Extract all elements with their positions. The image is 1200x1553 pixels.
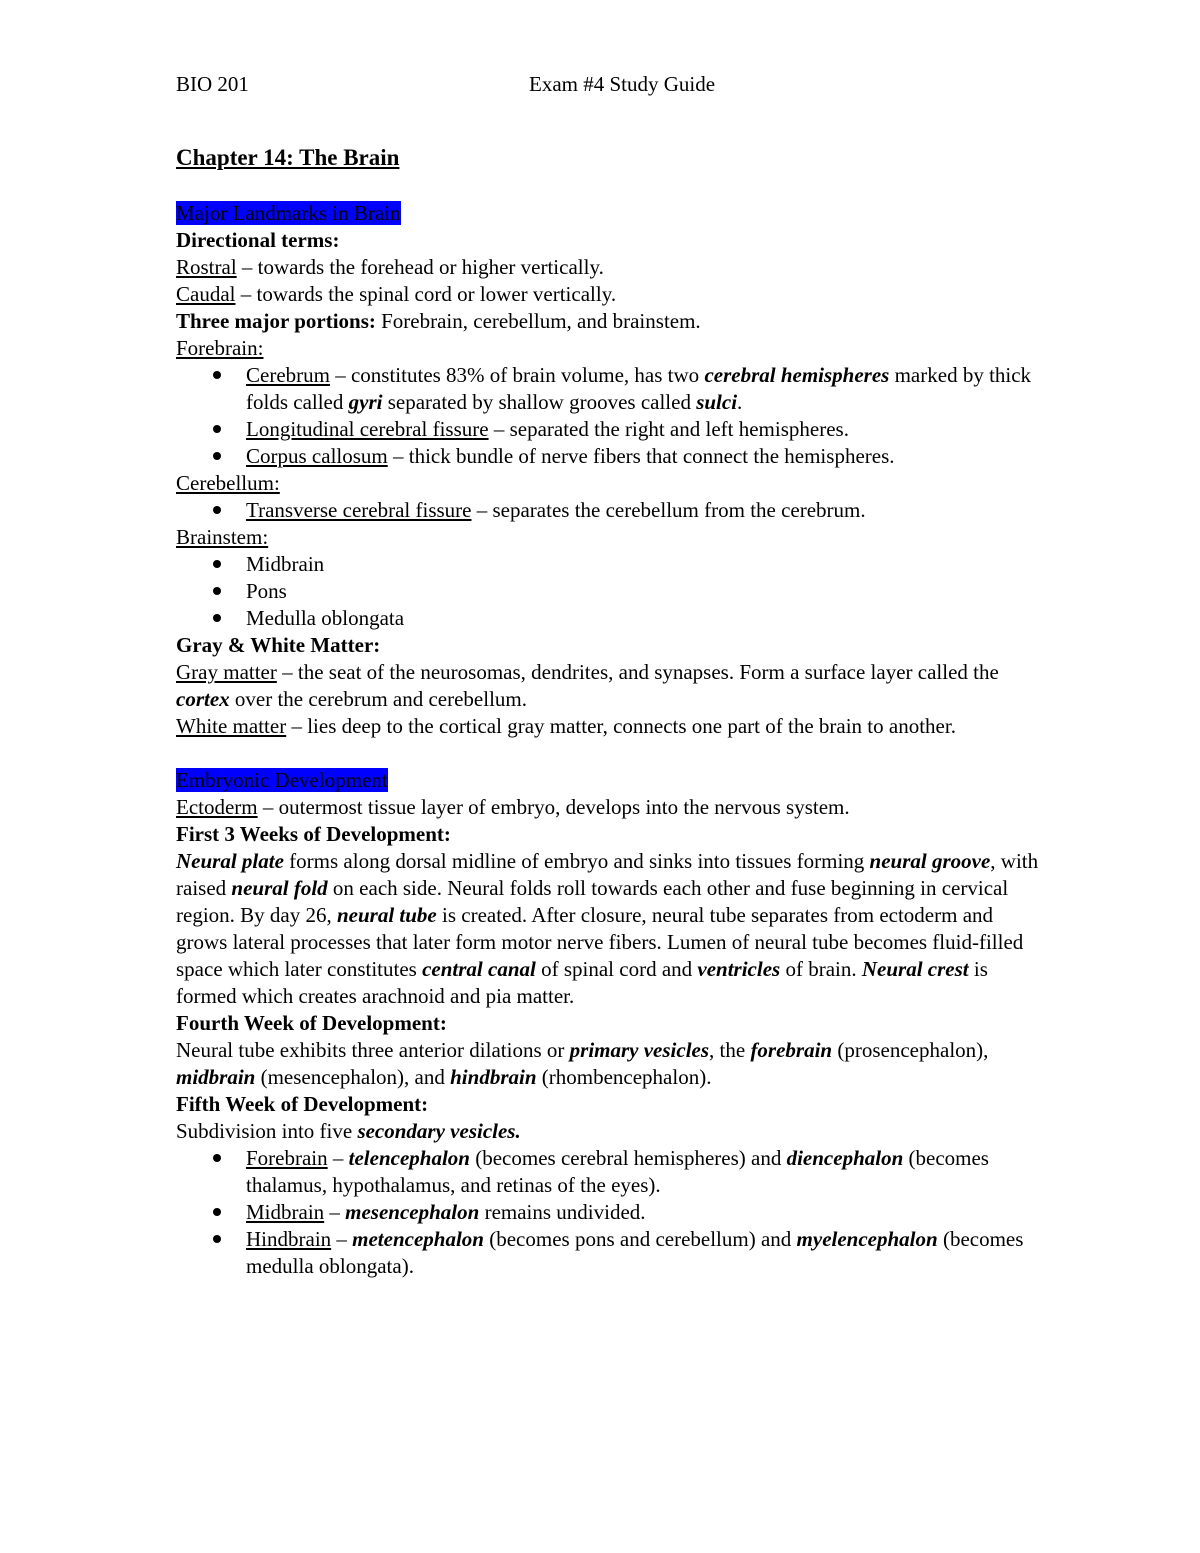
brainstem-label: [176, 524, 1046, 551]
term-forebrain: Forebrain: [246, 1146, 328, 1170]
list-item: [246, 1145, 1046, 1199]
key-term: neural fold: [231, 876, 328, 900]
body-text: (mesencephalon), and: [255, 1065, 451, 1089]
forebrain-label: [176, 335, 1046, 362]
term-ectoderm: Ectoderm: [176, 795, 258, 819]
body-text: on each side. Neural folds roll towards each other and fuse beginning in cervical region. By day 26,: [176, 876, 1009, 927]
body-text: forms along dorsal midline of embryo and sinks into tissues forming: [283, 849, 870, 873]
term-midbrain: Midbrain: [246, 1200, 325, 1224]
key-term: Neural plate: [176, 849, 284, 873]
body-text: – lies deep to the cortical gray matter, connects one part of the brain to another.: [286, 714, 956, 738]
body-text: Neural tube exhibits three anterior dilations or: [176, 1038, 570, 1062]
body-text: (becomes thalamus, hypothalamus, and retinas of the eyes).: [246, 1146, 989, 1197]
body-text: of brain.: [780, 957, 862, 981]
body-text: of spinal cord and: [535, 957, 698, 981]
key-term: metencephalon: [352, 1227, 484, 1251]
body-text: –: [327, 1146, 349, 1170]
body-text: , with raised: [176, 849, 1039, 900]
forebrain-list: [176, 362, 1046, 470]
caudal-definition: [176, 281, 1046, 308]
term-hindbrain: Hindbrain: [246, 1227, 332, 1251]
body-text: is created. After closure, neural tube separates from ectoderm and grows lateral processes that later form motor nerve fibers. Lumen of neural tube becomes fluid-filled space which later constitutes: [176, 903, 1024, 981]
list-item: [246, 1199, 1046, 1226]
term-gray-matter: Gray matter: [176, 660, 277, 684]
key-term: myelencephalon: [796, 1227, 938, 1251]
cerebellum-label: [176, 470, 1046, 497]
key-term: cortex: [176, 687, 230, 711]
fifth-week-label: [176, 1091, 1046, 1118]
brainstem-list: [176, 551, 1046, 632]
page-header: [176, 72, 1036, 100]
body-text: (prosencephalon),: [832, 1038, 989, 1062]
bold-label: First 3 Weeks of Development:: [176, 822, 451, 846]
term-rostral: Rostral: [176, 255, 237, 279]
fourth-week-label: [176, 1010, 1046, 1037]
list-item: [246, 443, 1046, 470]
directional-terms-label: [176, 227, 1046, 254]
body-text: (becomes cerebral hemispheres) and: [469, 1146, 787, 1170]
major-portions: [176, 308, 1046, 335]
first-weeks-label: [176, 821, 1046, 848]
body-text: (rhombencephalon).: [536, 1065, 712, 1089]
term-transverse-fissure: Transverse cerebral fissure: [246, 498, 472, 522]
key-term: gyri: [348, 390, 383, 414]
body-text: – separated the right and left hemispheres.: [488, 417, 849, 441]
list-item: [246, 1226, 1046, 1280]
body-text: is formed which creates arachnoid and pia matter.: [176, 957, 988, 1008]
term-longitudinal-fissure: Longitudinal cerebral fissure: [246, 417, 489, 441]
bold-label: Three major portions:: [176, 309, 376, 333]
body-text: marked by thick folds called: [246, 363, 1032, 414]
key-term: hindbrain: [450, 1065, 537, 1089]
body-text: , the: [709, 1038, 751, 1062]
bold-label: Directional terms:: [176, 228, 340, 252]
list-item: [246, 497, 1046, 524]
white-matter-definition: [176, 713, 1046, 740]
gray-white-label: [176, 632, 1046, 659]
term-caudal: Caudal: [176, 282, 236, 306]
key-term: ventricles: [697, 957, 781, 981]
body-text: – constitutes 83% of brain volume, has two: [329, 363, 705, 387]
body-text: – separates the cerebellum from the cerebrum.: [471, 498, 866, 522]
key-term: forebrain: [750, 1038, 833, 1062]
key-term: telencephalon: [348, 1146, 470, 1170]
term-cerebrum: Cerebrum: [246, 363, 330, 387]
gray-matter-definition: [176, 659, 1046, 713]
body-text: remains undivided.: [479, 1200, 646, 1224]
key-term: Neural crest: [861, 957, 969, 981]
body-text: –: [331, 1227, 353, 1251]
section-heading-landmarks: [176, 200, 1046, 227]
cerebellum-list: [176, 497, 1046, 524]
body-text: Forebrain, cerebellum, and brainstem.: [375, 309, 701, 333]
spacer: [176, 740, 1046, 767]
list-item: [246, 416, 1046, 443]
key-term: midbrain: [176, 1065, 256, 1089]
body-text: separated by shallow grooves called: [382, 390, 697, 414]
section-heading-embryonic: [176, 767, 1046, 794]
body-text: – outermost tissue layer of embryo, develops into the nervous system.: [257, 795, 850, 819]
body-text: –: [324, 1200, 346, 1224]
body-text: – thick bundle of nerve fibers that connect the hemispheres.: [387, 444, 895, 468]
key-term: primary vesicles: [569, 1038, 710, 1062]
subheading: Brainstem:: [176, 525, 269, 549]
list-item: [246, 362, 1046, 416]
fifth-week-intro: [176, 1118, 1046, 1145]
key-term: neural tube: [336, 903, 437, 927]
term-corpus-callosum: Corpus callosum: [246, 444, 388, 468]
bold-label: Gray & White Matter:: [176, 633, 381, 657]
key-term: mesencephalon: [345, 1200, 480, 1224]
document-body: [176, 143, 1046, 1280]
key-term: central canal: [422, 957, 536, 981]
body-text: (becomes medulla oblongata).: [246, 1227, 1024, 1278]
subheading: Forebrain:: [176, 336, 264, 360]
list-item: Medulla oblongata: [246, 605, 1046, 632]
body-text: – the seat of the neurosomas, dendrites, and synapses. Form a surface layer called the: [276, 660, 999, 684]
first-weeks-paragraph: [176, 848, 1046, 1010]
ectoderm-definition: [176, 794, 1046, 821]
key-term: secondary vesicles.: [357, 1119, 521, 1143]
bold-label: Fifth Week of Development:: [176, 1092, 429, 1116]
subheading: Cerebellum:: [176, 471, 280, 495]
key-term: neural groove: [869, 849, 991, 873]
chapter-title: Chapter 14: The Brain: [176, 145, 400, 170]
fourth-week-paragraph: [176, 1037, 1046, 1091]
course-code: BIO 201: [176, 72, 249, 96]
list-item: Pons: [246, 578, 1046, 605]
bold-label: Fourth Week of Development:: [176, 1011, 447, 1035]
key-term: cerebral hemispheres: [704, 363, 890, 387]
highlighted-heading: Embryonic Development: [176, 768, 388, 792]
guide-title: Exam #4 Study Guide: [529, 72, 716, 96]
definition-text: – towards the forehead or higher vertically.: [236, 255, 604, 279]
rostral-definition: [176, 254, 1046, 281]
list-item: Midbrain: [246, 551, 1046, 578]
highlighted-heading: Major Landmarks in Brain: [176, 201, 401, 225]
definition-text: – towards the spinal cord or lower vertically.: [235, 282, 617, 306]
term-white-matter: White matter: [176, 714, 287, 738]
body-text: .: [737, 390, 743, 414]
key-term: diencephalon: [786, 1146, 904, 1170]
body-text: Subdivision into five: [176, 1119, 358, 1143]
body-text: over the cerebrum and cerebellum.: [229, 687, 528, 711]
key-term: sulci: [696, 390, 738, 414]
secondary-vesicles-list: [176, 1145, 1046, 1280]
body-text: (becomes pons and cerebellum) and: [483, 1227, 797, 1251]
